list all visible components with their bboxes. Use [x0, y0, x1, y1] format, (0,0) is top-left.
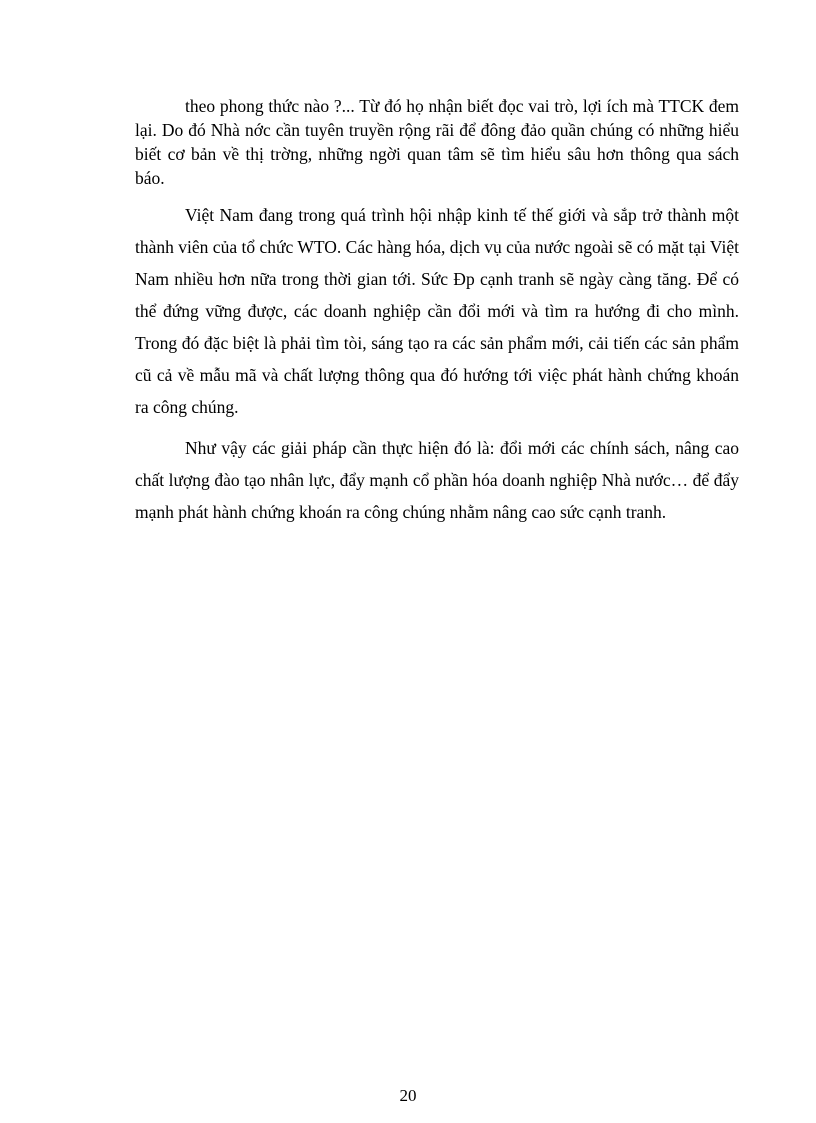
paragraph-3: Như vậy các giải pháp cần thực hiện đó là: đổi mới các chính sách, nâng cao chất lượng đào tạo nhân lực, đẩy mạnh cổ phần hóa doanh nghiệp Nhà nước… để đẩy mạnh phát hành chứng khoán ra công chúng nhằm nâng cao sức cạnh tranh. [135, 438, 739, 522]
body-text [135, 94, 739, 537]
page-number: 20 [399, 1086, 417, 1105]
paragraph-2: Việt Nam đang trong quá trình hội nhập kinh tế thế giới và sắp trở thành một thành viên của tổ chức WTO. Các hàng hóa, dịch vụ của nước ngoài sẽ có mặt tại Việt Nam nhiều hơn nữa trong thời gian tới. Sức Đp cạnh tranh sẽ ngày càng tăng. Để có thể đứng vững được, các doanh nghiệp cần đổi mới và tìm ra hướng đi cho mình. Trong đó đặc biệt là phải tìm tòi, sáng tạo ra các sản phẩm mới, cải tiến các sản phẩm cũ cả về mẫu mã và chất lượng thông qua đó hướng tới việc phát hành chứng khoán ra công chúng. [135, 205, 739, 417]
paragraph-1: theo phong thức nào ?... Từ đó họ nhận biết đọc vai trò, lợi ích mà TTCK đem lại. Do đó Nhà nớc cần tuyên truyền rộng rãi để đông đảo quần chúng có những hiểu biết cơ bản về thị trờng, những ngời quan tâm sẽ tìm hiểu sâu hơn thông qua sách báo. [135, 96, 739, 188]
